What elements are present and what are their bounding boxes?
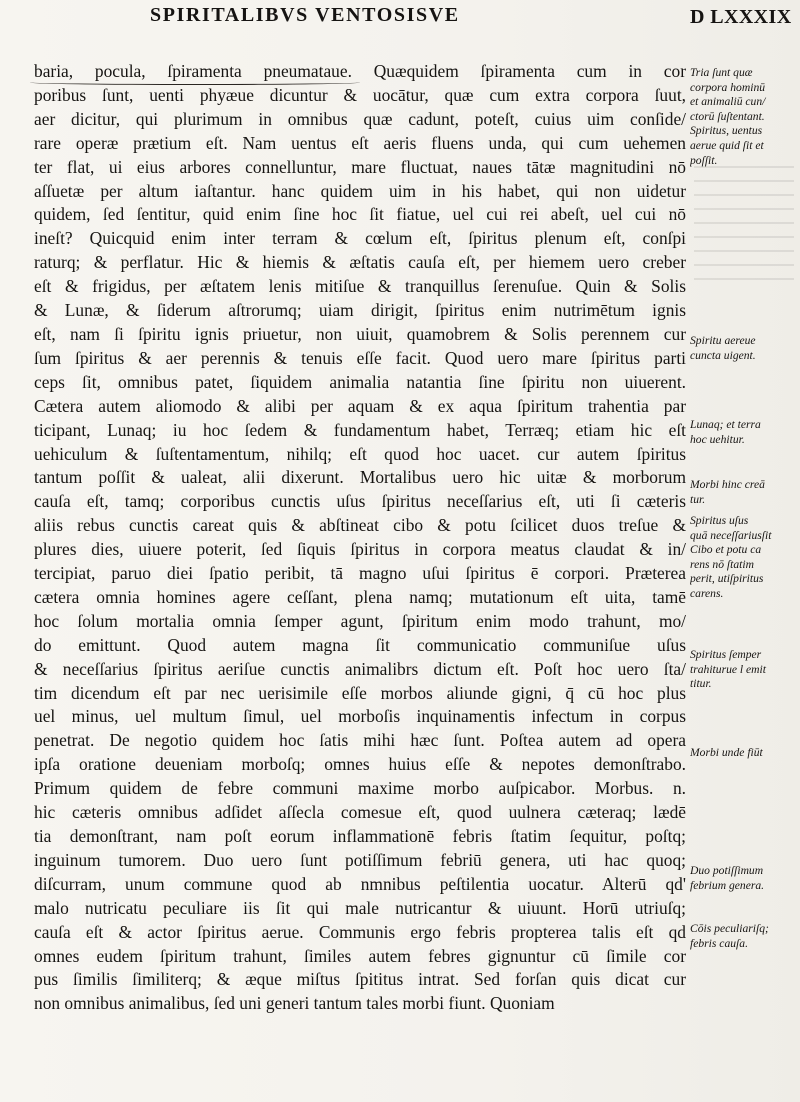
text-line: ipſa oratione deueniam morboſq; omnes huius eſſe & nepotes demonſtrabo. [34,754,686,775]
text-line: omnes eudem ſpiritum trahunt, ſimiles autem febres gignuntur cū ſimile cor [34,945,686,966]
text-line: cætera omnia homines agere ceſſant, plena namq; mutationum eſt uita, tamē [34,586,686,607]
text-line: diſcurram, unum commune quod ab nmnibus peſtilentia uocatur. Alterū qd' [34,873,686,894]
margin-note [690,334,796,363]
margin-note-line: perit, utiſpiritus [690,572,764,586]
text-line: quidem, ſed ſentitur, quid enim ſine hoc ſit fiatue, uel cui rei abeſt, uel cui nō [34,204,686,225]
text-line: cauſa eſt & actor ſpiritus aerue. Communis ergo febris propterea talis eſt qd [34,921,686,942]
text-line: baria, pocula, ſpiramenta pneumataue. Quæquidem ſpiramenta cum in cor [34,61,686,81]
text-line: Primum quidem de febre communi maxime morbo auſpicabor. Morbus. n. [34,778,686,799]
text-line: ineſt? Quicquid enim inter terram & cœlum eſt, ſpiritus plenum eſt, conſpi [34,228,686,249]
text-line: penetrat. De negotio quidem hoc ſatis mihi hæc ſunt. Poſtea autem ad opera [34,730,686,751]
margin-note-line: Morbi hinc creā [690,478,765,491]
margin-note [690,648,796,692]
margin-note-line: Spiritu aereue [690,334,756,347]
margin-note-line: Duo potiſſimum [690,864,764,877]
text-line: uel minus, uel multum ſimul, uel morboſis inquinamentis infectum in corpus [34,706,686,727]
text-line: ſum ſpiritus & aer perennis & tenuis eſſe facit. Quod uero mare ſpiritus parti [34,347,686,368]
text-line: hic cæteris omnibus adſidet aſſecla comesue eſt, quod uulnera cæteraq; lædē [34,802,686,823]
text-line: tia demonſtrant, nam poſt eorum inflammationē febris ſtatim ſequitur, poſtq; [34,826,686,846]
text-line: cauſa eſt, tamq; corporibus cunctis uſus ſpiritus neceſſarius eſt, uti ſi cæteris [34,491,686,512]
text-line: inguinum tumorem. Duo uero ſunt potiſſimum febriū genera, uti hac quoq; [34,849,686,870]
margin-note-line: febris cauſa. [690,936,748,950]
text-line: aliis rebus cunctis careat quis & abſtineat cibo & potu ſcilicet duos treſue & [34,515,686,536]
show-through-texture [694,160,794,280]
margin-note-line: carens. [690,586,724,600]
text-line: ter flat, ui eius arbores connelluntur, mare fluctuat, naues tātæ magnitudini nō [34,156,686,177]
margin-note-line: Spiritus uſus [690,514,749,527]
text-line: aer dicitur, qui plurimum in omnibus quæ cadunt, poteſt, cuius uim conſide/ [34,108,686,129]
folio-number: D LXXXIX [690,6,792,28]
text-line: tercipiat, paruo diei ſpatio peribit, tā magno uſui ſpiritus ē corpori. Præterea [34,563,686,584]
margin-note-line: Morbi unde fiūt [690,746,763,759]
text-line: plures dies, uiuere poterit, ſed ſiquis ſpiritus in corpora meatus claudat & in/ [34,539,686,560]
margin-note [690,418,796,447]
text-line: & neceſſarius ſpiritus aeriſue cunctis animalibrs dictum eſt. Poſt hoc uero ſta/ [34,658,686,679]
margin-note-line: Lunaq; et terra [690,418,761,431]
text-line: poribus ſunt, uenti phyæue dicuntur & uocātur, quæ cum extra corpora ſuut, [34,84,686,105]
main-text-block [34,60,686,1016]
margin-note-line: titur. [690,677,712,691]
margin-note-line: et animaliū cun/ [690,95,766,109]
margin-note-line: corpora hominū [690,80,766,94]
margin-note-line: cuncta uigent. [690,348,756,362]
margin-note [690,746,796,761]
margin-note-line: poſſit. [690,153,718,167]
margin-note-line: hoc uehitur. [690,432,745,446]
margin-note-line: febrium genera. [690,878,765,892]
margin-note-line: tur. [690,492,706,506]
text-line: hoc ſolum mortalia omnia ſemper agunt, ſpiritum enim modo trahunt, mo/ [34,610,686,631]
text-line: ticipant, Lunaq; iu hoc ſedem & fundamentum habet, Terræq; etiam hic eſt [34,419,686,440]
text-line: & Lunæ, & ſiderum aſtrorumq; uiam dirigit, ſpiritus enim nutrimētum ignis [34,300,686,321]
text-line: non omnibus animalibus, ſed uni generi tantum tales morbi fiunt. Quoniam [34,993,555,1014]
margin-note [690,66,796,168]
running-head: SPIRITALIBVS VENTOSISVE [150,4,460,26]
text-line: tim dicendum eſt par nec uerisimile eſſe morbos aliunde gigni, q̄ cū hoc plus [34,682,686,703]
text-line: eſt & frigidus, per æſtatem lenis mitiſue & tranquillus ſerenuſue. Quin & Solis [34,276,686,297]
text-line: eſt, nam ſi ſpiritu ignis priuetur, non uiuit, quamobrem & Solis perennem cur [34,323,686,344]
text-line: aſſuetæ per altum iaſtantur. hanc quidem uim in his habet, qui non uidetur [34,180,686,201]
text-line: malo nutricatu peculiare iis ſit qui male nutricantur & uiuunt. Horū utriuſq; [34,897,686,918]
text-line: pus ſimilis ſimiliterq; & æque miſtus ſpititus intrat. Sed forſan quis dicat cur [34,969,686,990]
text-line: Cætera autem aliomodo & alibi per aquam & ex aqua ſpiritum trahentia par [34,395,686,416]
margin-note-line: Cibo et potu ca [690,543,762,557]
text-line: ceps ſit, omnibus patet, ſiquidem animalia natantia ſine ſpiritu non uiuerent. [34,371,686,392]
margin-note [690,478,796,507]
text-line: tantum poſſit & ualeat, alii dixerunt. Mortalibus uero hic uitæ & morborum [34,467,686,488]
margin-note-line: quā neceſſariusſit [690,528,772,542]
text-line: raturq; & perflatur. Hic & hiemis & æſtatis cauſa eſt, per hiemem uero creber [34,252,686,273]
margin-note-line: aerue quid ſit et [690,138,764,152]
margin-note-line: Tria ſunt quæ [690,66,753,79]
margin-note-line: Cōis peculiariſq; [690,922,769,935]
margin-note-line: trahiturue l emit [690,662,766,676]
margin-note [690,864,796,893]
margin-note [690,922,796,951]
margin-note-line: rens nō ſtatim [690,557,754,571]
margin-note [690,514,796,602]
text-line: do emittunt. Quod autem magna ſit communicatio communiſue uſus [34,634,686,655]
text-line: rare operæ prætium eſt. Nam uentus eſt aeris fluens unda, qui cum uehemen [34,132,686,153]
margin-note-line: Spiritus, uentus [690,124,763,138]
text-line: uehiculum & ſuſtentamentum, nihilq; eſt quod hoc uacet. cur autem ſpiritus [34,443,686,464]
margin-note-line: ctorū ſuſtentant. [690,109,765,123]
margin-note-line: Spiritus ſemper [690,648,762,661]
